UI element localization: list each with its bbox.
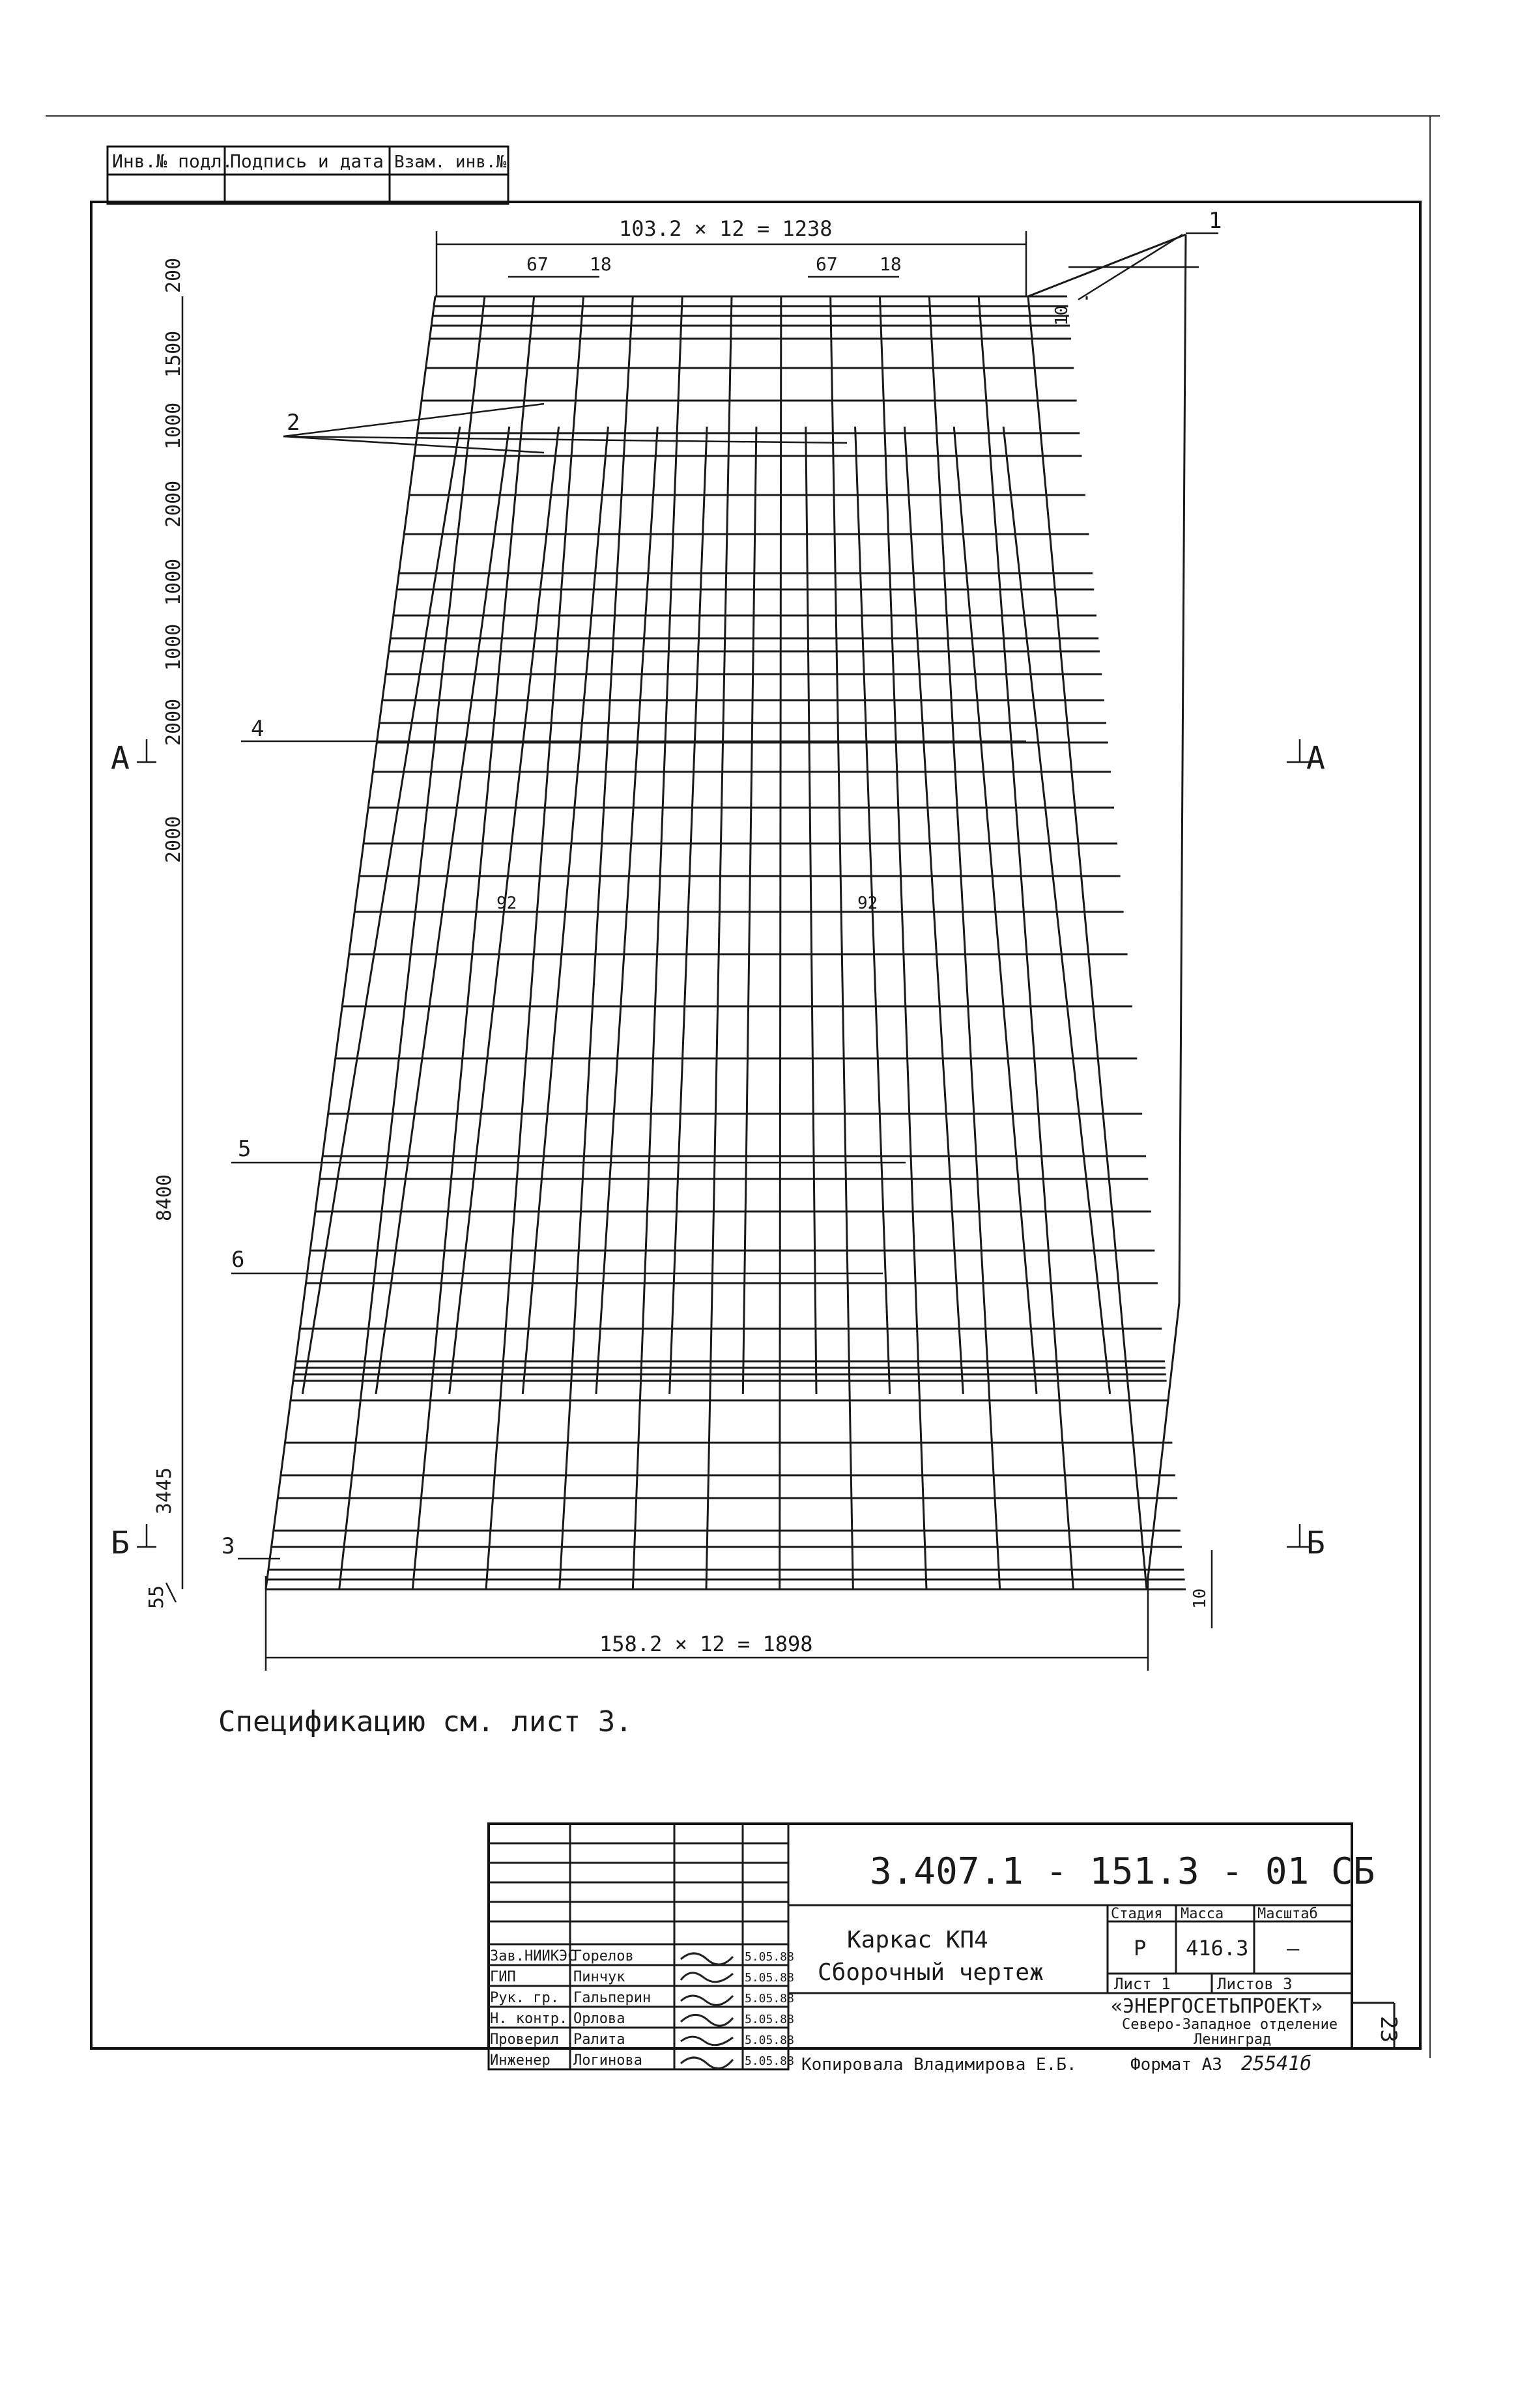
grid-line — [633, 296, 682, 1589]
signer-name: Пинчук — [573, 1969, 625, 1985]
section-b-left: Б — [111, 1525, 130, 1561]
grid-line — [831, 296, 853, 1589]
dim-67-right: 67 — [816, 253, 838, 275]
grid-line — [706, 296, 732, 1589]
vdim-label: 1000 — [162, 402, 185, 449]
signer-row — [490, 2052, 794, 2069]
grid-line — [1003, 427, 1110, 1394]
grid-line — [743, 427, 756, 1394]
signature-mark — [681, 2058, 733, 2069]
organization-name: «ЭНЕРГОСЕТЬПРОЕКТ» — [1111, 1995, 1323, 2018]
signer-role: ГИП — [490, 1969, 516, 1985]
stage-label: Стадия — [1111, 1906, 1163, 1922]
grid-line — [1179, 234, 1186, 1303]
vdim-label: 1000 — [162, 558, 185, 606]
signer-name: Логинова — [573, 2052, 642, 2069]
signer-name: Орлова — [573, 2011, 625, 2027]
signer-role: Зав.НИИКЭС — [490, 1948, 577, 1964]
callout-6: 6 — [231, 1247, 245, 1273]
grid-line — [806, 427, 816, 1394]
callout-1: 1 — [1209, 208, 1222, 234]
vdim-label: 8400 — [153, 1174, 176, 1221]
dim-18-right: 18 — [880, 253, 902, 275]
signer-role: Рук. гр. — [490, 1990, 559, 2006]
section-b-right: Б — [1306, 1525, 1325, 1561]
dim-10-top: 10 — [1052, 305, 1072, 326]
grid-line — [523, 427, 608, 1394]
callout-2: 2 — [287, 410, 300, 436]
grid-line — [266, 296, 435, 1589]
signature-mark — [681, 1953, 733, 1964]
signer-date: 5.05.88 — [745, 1992, 794, 2005]
revision-stamp — [107, 147, 508, 204]
vdim-label: 55 — [145, 1585, 168, 1609]
signer-row — [490, 2011, 794, 2027]
document-number: 3.407.1 - 151.3 - 01 СБ — [870, 1850, 1375, 1893]
signer-row — [490, 1990, 794, 2006]
vdim-label: 1000 — [162, 623, 185, 671]
signer-row — [490, 2032, 794, 2048]
signer-date: 5.05.88 — [745, 2033, 794, 2047]
signer-name: Гальперин — [573, 1990, 652, 2006]
grid-line — [1028, 234, 1186, 296]
signer-row — [490, 1969, 794, 1985]
section-a-right: А — [1306, 740, 1325, 776]
grid-line — [780, 296, 781, 1589]
signature-mark — [681, 1973, 733, 1982]
stamp-vzam-inv: Взам. инв.№ — [394, 152, 507, 172]
organization-branch: Северо-Западное отделение — [1122, 2017, 1338, 2033]
signature-mark — [681, 2037, 733, 2045]
grid-line — [670, 427, 707, 1394]
dim-10-bottom: 10 — [1190, 1588, 1210, 1609]
grid-line — [339, 296, 485, 1589]
grid-line — [929, 296, 999, 1589]
signer-date: 5.05.88 — [745, 2013, 794, 2026]
signer-date: 5.05.88 — [745, 2054, 794, 2068]
mass-label: Масса — [1181, 1906, 1224, 1922]
sheet-number: Лист 1 — [1114, 1975, 1171, 1993]
signature-mark — [681, 1996, 733, 2005]
organization-city: Ленинград — [1194, 2032, 1272, 2048]
signer-date: 5.05.88 — [745, 1950, 794, 1964]
sheets-total: Листов 3 — [1217, 1975, 1293, 1993]
drawing-title-line2: Сборочный чертеж — [818, 1959, 1044, 1986]
callout-5: 5 — [238, 1136, 251, 1162]
grid-line — [302, 427, 460, 1394]
vdim-label: 2000 — [162, 698, 185, 746]
section-a-left: А — [111, 740, 130, 776]
dim-92-right: 92 — [857, 894, 878, 913]
grid-line — [376, 427, 509, 1394]
vertical-dimension-labels — [145, 258, 185, 1609]
vdim-label: 2000 — [162, 815, 185, 863]
vdim-label: 1500 — [162, 330, 185, 378]
grid-line — [412, 296, 534, 1589]
signer-row — [490, 1948, 794, 1964]
callout-3: 3 — [222, 1533, 235, 1559]
signer-role: Инженер — [490, 2052, 551, 2069]
drawing-title-line1: Каркас КП4 — [847, 1927, 988, 1953]
signer-role: Проверил — [490, 2032, 559, 2048]
inventory-number: 25541б — [1241, 2052, 1312, 2075]
dim-67-left: 67 — [526, 253, 549, 275]
mass-value: 416.3 — [1186, 1936, 1249, 1961]
grid-line — [979, 296, 1073, 1589]
dim-92-left: 92 — [496, 894, 517, 913]
grid-line — [880, 296, 927, 1589]
signer-name: Горелов — [573, 1948, 634, 1964]
stamp-inv-podl: Инв.№ подл. — [112, 150, 233, 172]
format-label: Формат А3 — [1130, 2055, 1222, 2075]
dim-18-left: 18 — [590, 253, 612, 275]
top-overall-dimension: 103.2 × 12 = 1238 — [619, 216, 833, 241]
sheet-corner-number: 23 — [1375, 2016, 1401, 2043]
vdim-label: 2000 — [162, 480, 185, 528]
signer-name: Ралита — [573, 2032, 625, 2048]
vdim-label: 3445 — [153, 1467, 176, 1514]
signature-mark — [681, 2015, 733, 2026]
callout-4: 4 — [251, 716, 265, 742]
scale-value: — — [1287, 1936, 1300, 1961]
scale-label: Масштаб — [1257, 1906, 1318, 1922]
signer-date: 5.05.88 — [745, 1971, 794, 1985]
stage-value: Р — [1134, 1936, 1147, 1961]
grid-line — [1028, 296, 1147, 1589]
vdim-label: 200 — [162, 257, 185, 293]
signer-role: Н. контр. — [490, 2011, 568, 2027]
copied-by: Копировала Владимирова Е.Б. — [801, 2055, 1077, 2075]
grid-line — [560, 296, 633, 1589]
signers-table — [490, 1948, 794, 2048]
specification-note: Спецификацию см. лист 3. — [218, 1705, 633, 1738]
bottom-overall-dimension: 158.2 × 12 = 1898 — [599, 1632, 813, 1656]
grid-line — [596, 427, 657, 1394]
stamp-signature-date: Подпись и дата — [230, 150, 384, 172]
